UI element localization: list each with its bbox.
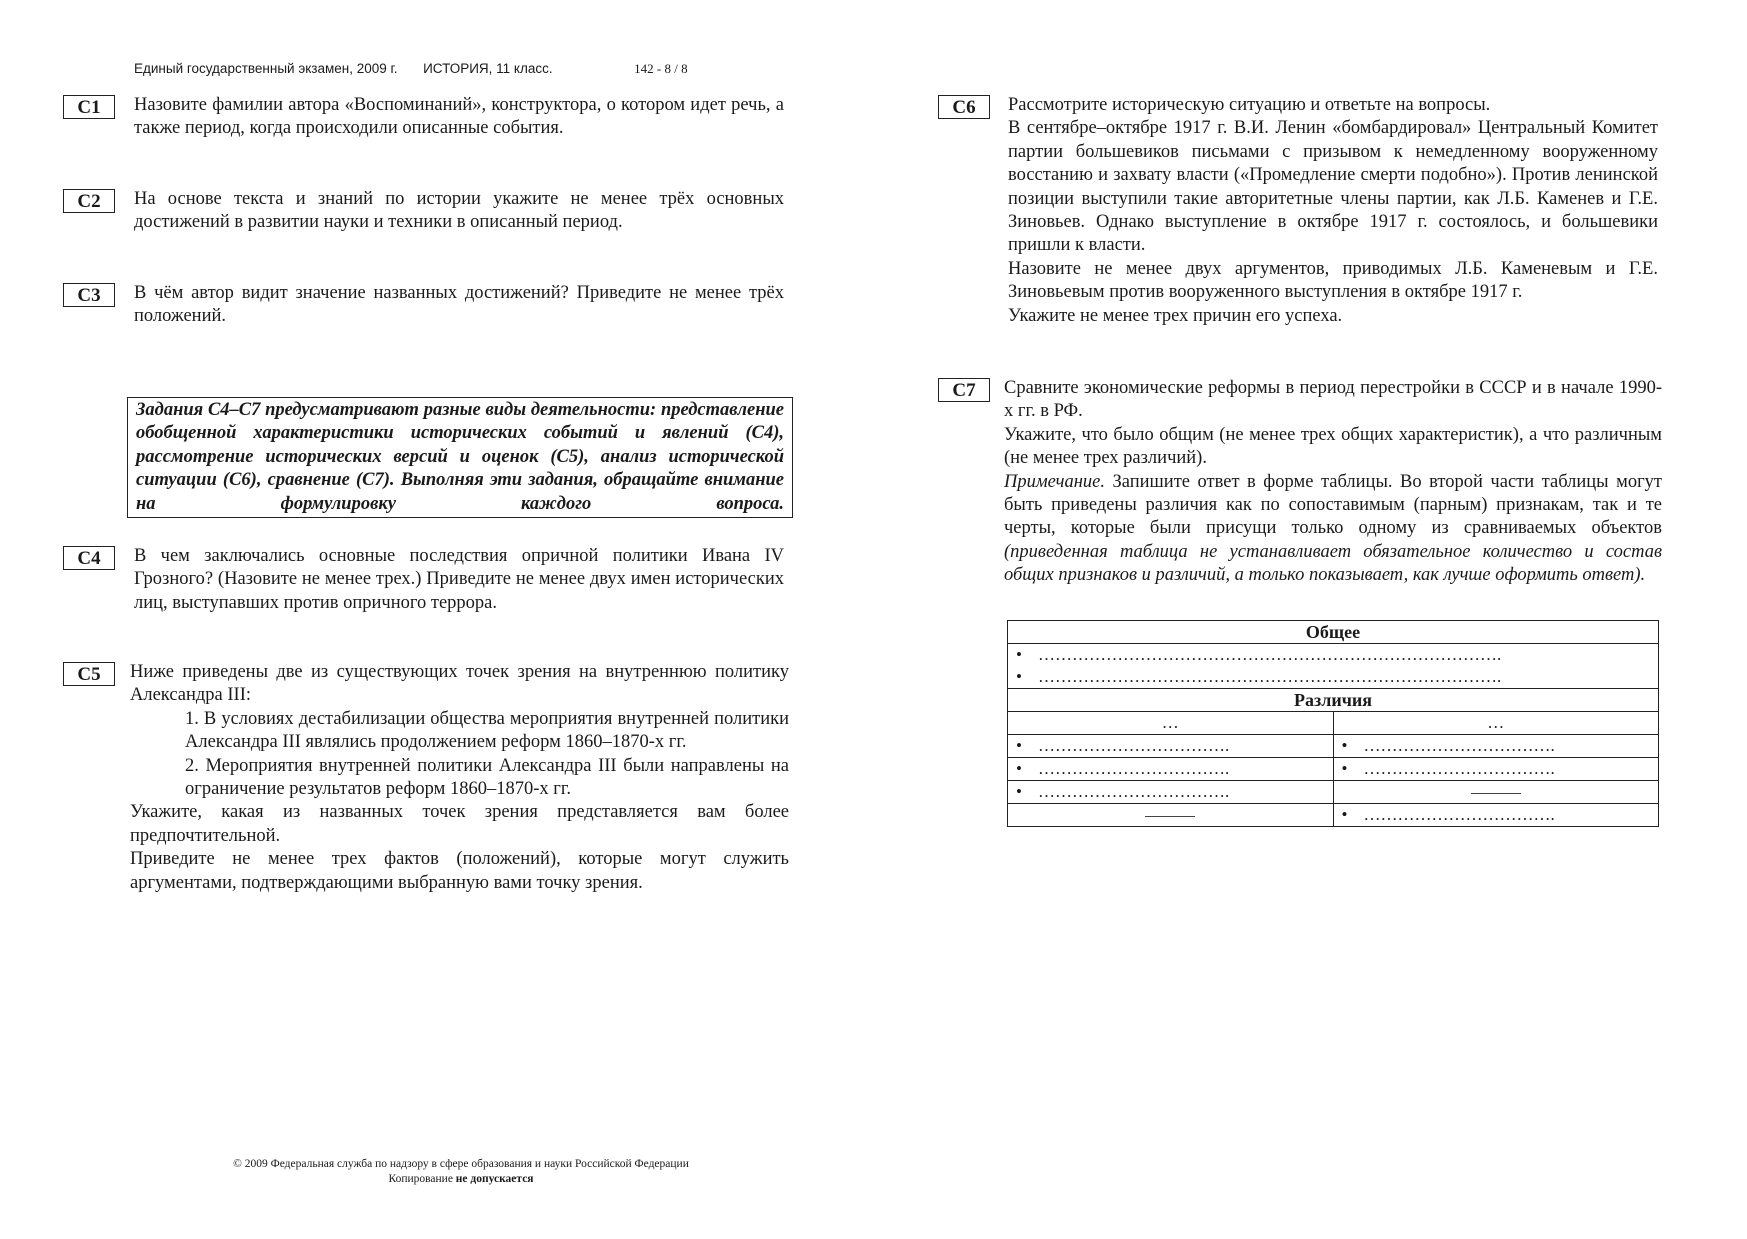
diff-cell-empty <box>1333 781 1659 804</box>
page-header <box>134 61 688 77</box>
diff-cell: • ……………………………. <box>1008 758 1334 781</box>
task-label-c7: C7 <box>938 378 990 402</box>
diff-cell: • ……………………………. <box>1008 735 1334 758</box>
page-footer <box>196 1157 726 1187</box>
c5-view-1: 1. В условиях дестабилизации общества мероприятия внутренней политики Александра III являлись продолжением реформ 1860–1870-х гг. <box>185 708 789 753</box>
common-row-1: • ………………………………………………………………………. <box>1008 644 1659 667</box>
instruction-text: Задания С4–С7 предусматривают разные виды деятельности: представление обобщенной характеристики исторических событий и явлений (С4), рассмотрение исторических версий и оценок (С5), анализ исторической ситуации (С6), сравнение (С7). Выполняя эти задания, обращайте внимание на формулировку каждого вопроса. <box>136 400 784 514</box>
c7-note-label: Примечание. <box>1004 471 1105 492</box>
c7-question: Укажите, что было общим (не менее трех общих характеристик), а что различным (не менее трех различий). <box>1004 424 1662 469</box>
dash-line <box>1471 793 1521 794</box>
copy-notice: Копирование не допускается <box>388 1173 534 1185</box>
task-label-c5: C5 <box>63 662 115 686</box>
diff-cell-empty <box>1008 804 1334 827</box>
diff-cell: • ……………………………. <box>1333 735 1659 758</box>
task-text-c2: На основе текста и знаний по истории укажите не менее трёх основных достижений в развитии науки и техники в описанный период. <box>134 189 784 233</box>
page-number: 142 - 8 / 8 <box>634 61 688 76</box>
comparison-table <box>1007 620 1659 827</box>
c6-intro: Рассмотрите историческую ситуацию и ответьте на вопросы. <box>1008 95 1491 115</box>
instruction-box <box>127 397 793 518</box>
c6-question-1: Назовите не менее двух аргументов, приводимых Л.Б. Каменевым и Г.Е. Зиновьевым против вооруженного выступления в октябре 1917 г. <box>1008 258 1658 303</box>
c6-situation: В сентябре–октябре 1917 г. В.И. Ленин «бомбардировал» Центральный Комитет партии большевиков письмами с призывом к немедленному вооруженному восстанию и захвату власти («Промедление смерти подобно»). Против ленинской позиции выступили такие авторитетные члены партии, как Л.Б. Каменев и Г.Е. Зиновьев. Однако выступление в октябре 1917 г. состоялось, и большевики пришли к власти. <box>1008 118 1658 256</box>
task-text-c6 <box>1008 94 1658 328</box>
c7-note <box>1004 471 1662 588</box>
task-label-c4: C4 <box>63 546 115 570</box>
c6-question-2: Укажите не менее трех причин его успеха. <box>1008 305 1343 326</box>
c5-view-2: 2. Мероприятия внутренней политики Александра III были направлены на ограничение результатов реформ 1860–1870-х гг. <box>185 755 789 800</box>
c5-intro: Ниже приведены две из существующих точек зрения на внутреннюю политику Александра III: <box>130 662 789 706</box>
common-header: Общее <box>1008 621 1659 644</box>
differences-header: Различия <box>1008 689 1659 712</box>
task-text-c3: В чём автор видит значение названных достижений? Приведите не менее трёх положений. <box>134 283 784 327</box>
exam-title: Единый государственный экзамен, 2009 г. <box>134 61 398 76</box>
task-text-c4: В чем заключались основные последствия опричной политики Ивана IV Грозного? (Назовите не менее трех.) Приведите не менее двух имен исторических лиц, выступавших против опричного террора. <box>134 546 784 613</box>
task-label-c6: C6 <box>938 95 990 119</box>
task-label-c1: C1 <box>63 95 115 119</box>
diff-cell: • ……………………………. <box>1333 804 1659 827</box>
c7-intro: Сравните экономические реформы в период перестройки в СССР и в начале 1990-х гг. в РФ. <box>1004 378 1662 422</box>
task-text-c7 <box>1004 377 1662 588</box>
dash-line <box>1145 816 1195 817</box>
c5-question-2: Приведите не менее трех фактов (положений), которые могут служить аргументами, подтверждающими выбранную вами точку зрения. <box>130 849 789 893</box>
task-text-c1: Назовите фамилии автора «Воспоминаний», конструктора, о котором идет речь, а также период, когда происходили описанные события. <box>134 95 784 139</box>
c7-note-italic: (приведенная таблица не устанавливает обязательное количество и состав общих признаков и различий, а только показывает, как лучше оформить ответ). <box>1004 541 1662 586</box>
diff-cell: • ……………………………. <box>1333 758 1659 781</box>
diff-col-1-header: … <box>1008 712 1334 735</box>
c7-note-text: Запишите ответ в форме таблицы. Во второй части таблицы могут быть приведены различия как по сопоставимым (парным) признакам, так и те черты, которые были присущи только одному из сравниваемых объектов <box>1004 471 1663 539</box>
task-text-c5 <box>130 661 789 895</box>
c5-question-1: Укажите, какая из названных точек зрения представляется вам более предпочтительной. <box>130 802 789 846</box>
task-label-c2: C2 <box>63 189 115 213</box>
task-label-c3: C3 <box>63 283 115 307</box>
diff-cell: • ……………………………. <box>1008 781 1334 804</box>
common-row-2: • ………………………………………………………………………. <box>1008 666 1659 689</box>
subject-title: ИСТОРИЯ, 11 класс. <box>423 61 553 76</box>
copyright-line: © 2009 Федеральная служба по надзору в сфере образования и науки Российской Федерации <box>233 1158 689 1170</box>
diff-col-2-header: … <box>1333 712 1659 735</box>
